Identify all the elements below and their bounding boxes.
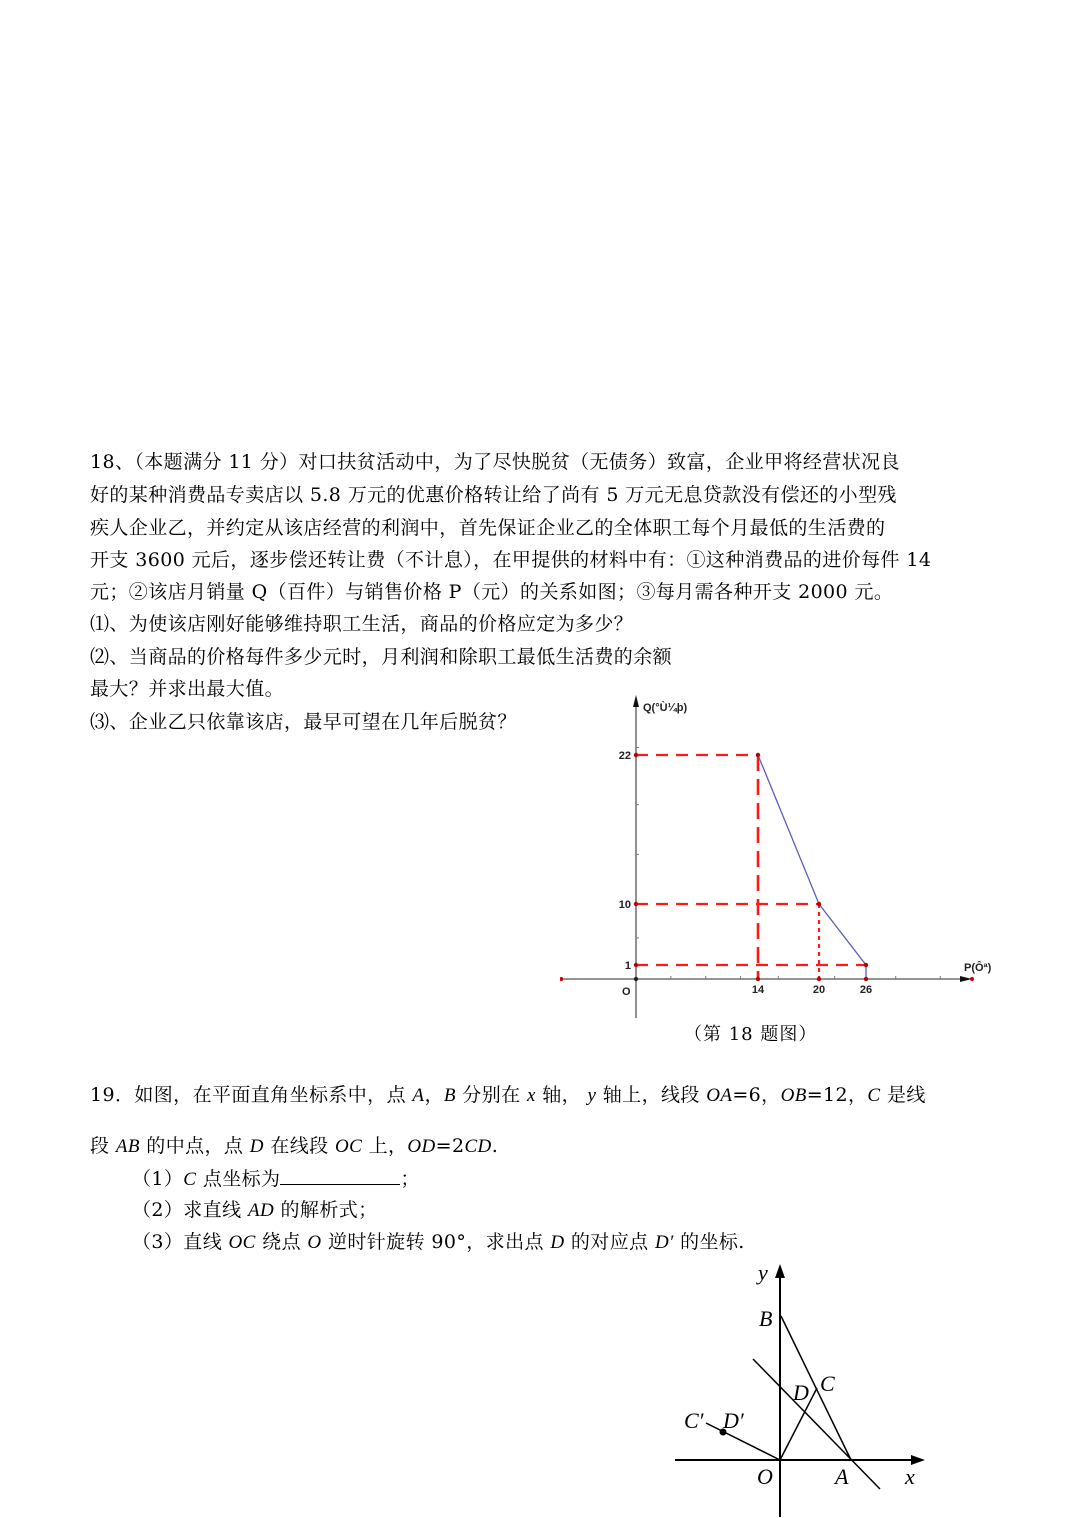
label-c-prime: C′ [684,1408,704,1433]
text: =2 [435,1135,465,1157]
line-ad: AD [247,1200,275,1221]
q18-figure-caption: （第 18 题图） [684,1024,818,1045]
x-axis-start-dot [560,977,563,981]
q19-subquestion-1 [132,1166,420,1192]
segment-oc: OC [334,1136,363,1157]
x-tick-label: 14 [751,984,765,996]
y-axis-label: Q(°Ù¼þ) [643,702,688,714]
q18-text-line-3: 疾人企业乙，并约定从该店经营的利润中，首先保证企业乙的全体职工每个月最低的生活费的 [90,517,886,539]
point-c: C [867,1085,881,1106]
text: （3）直线 [132,1231,229,1253]
x-tick-label: 20 [812,984,826,996]
y-tick-label: 1 [624,960,631,972]
x-axis-label: P(Ôª) [964,962,992,974]
text: 绕点 [255,1231,308,1253]
x-tick-label: 26 [859,984,873,996]
segment-od: OD [407,1136,436,1157]
text: 的中点，点 [139,1135,250,1157]
q18-subquestion-3: ⑶、企业乙只依靠该店，最早可望在几年后脱贫？ [90,711,517,733]
segment-cd: CD [464,1136,492,1157]
data-point [634,977,638,981]
text: . [491,1135,499,1157]
data-point [634,963,638,967]
point-a: A [412,1085,425,1106]
data-point [756,977,760,981]
x-axis-end-dot [970,977,974,981]
x-label: x [905,1464,915,1489]
text: 是线 [880,1084,926,1106]
y-axis-arrow-icon [633,695,639,707]
origin-label: O [622,986,631,998]
q19-text-line-1 [90,1083,926,1108]
text: 19．如图，在平面直角坐标系中，点 [90,1084,413,1106]
text: 上， [362,1135,408,1157]
q18-text-line-1: 18、（本题满分 11 分）对口扶贫活动中，为了尽快脱贫（无债务）致富，企业甲将经营状况良 [90,451,900,473]
text: 逆时针旋转 90°，求出点 [321,1231,551,1253]
q18-subquestion-2-cont: 最大？并求出最大值。 [90,678,285,700]
text: 轴， [535,1084,588,1106]
text: ， [424,1084,444,1106]
segment-oa: OA [706,1085,733,1106]
y-label: y [758,1260,768,1285]
point-c: C [183,1169,197,1190]
line-oc: OC [228,1232,256,1253]
answer-blank[interactable] [280,1166,400,1185]
q18-subquestion-2: ⑵、当商品的价格每件多少元时，月利润和除职工最低生活费的余额 [90,646,673,668]
text: 在线段 [263,1135,335,1157]
q18-chart [560,685,1000,1025]
point-b: B [443,1085,456,1106]
q19-subquestion-2 [132,1198,378,1223]
text: （2）求直线 [132,1199,248,1221]
var-y: y [587,1085,597,1106]
text: 轴上，线段 [596,1084,707,1106]
text: =6， [732,1084,781,1106]
data-point [864,963,868,967]
label-o: O [757,1464,773,1489]
segment-ob: OB [780,1085,807,1106]
q18-subquestion-1: ⑴、为使该店刚好能够维持职工生活，商品的价格应定为多少？ [90,613,634,635]
y-axis-arrow-icon [775,1264,785,1278]
var-x: x [526,1085,536,1106]
data-point [634,753,638,757]
point-d-prime: D′ [654,1232,674,1253]
series-line [758,755,866,979]
text: 点坐标为 [196,1168,281,1190]
y-tick-label: 22 [618,750,631,762]
data-point [817,977,821,981]
text: =12， [806,1084,868,1106]
data-point [817,902,821,906]
text: （1） [132,1168,184,1190]
q19-text-line-2 [90,1134,498,1159]
text: 段 [90,1135,116,1157]
text: 的解析式； [274,1199,378,1221]
q18-text-line-4: 开支 3600 元后，逐步偿还转让费（不计息），在甲提供的材料中有：①这种消费品的进价每件 14 [90,549,932,571]
label-a: A [835,1464,849,1489]
point-d: D [550,1232,565,1253]
q19-figure [670,1260,940,1518]
data-point [634,902,638,906]
q18-text-line-5: 元；②该店月销量 Q（百件）与销售价格 P（元）的关系如图；③每月需各种开支 2000 元。 [90,581,894,603]
y-tick-label: 10 [618,899,631,911]
label-b: B [759,1306,773,1331]
q19-subquestion-3 [132,1230,745,1255]
text: ； [400,1168,420,1190]
label-d: D [793,1380,809,1405]
q18-text-line-2: 好的某种消费品专卖店以 5.8 万元的优惠价格转让给了尚有 5 万元无息贷款没有偿还的小型残 [90,484,897,506]
text: 的对应点 [564,1231,655,1253]
text: 分别在 [455,1084,527,1106]
text: 的坐标. [673,1231,745,1253]
point-o: O [307,1232,322,1253]
data-point [864,977,868,981]
label-c: C [820,1371,835,1396]
point-d: D [249,1136,264,1157]
label-d-prime: D′ [723,1408,744,1433]
data-point [756,753,760,757]
segment-ab: AB [115,1136,140,1157]
